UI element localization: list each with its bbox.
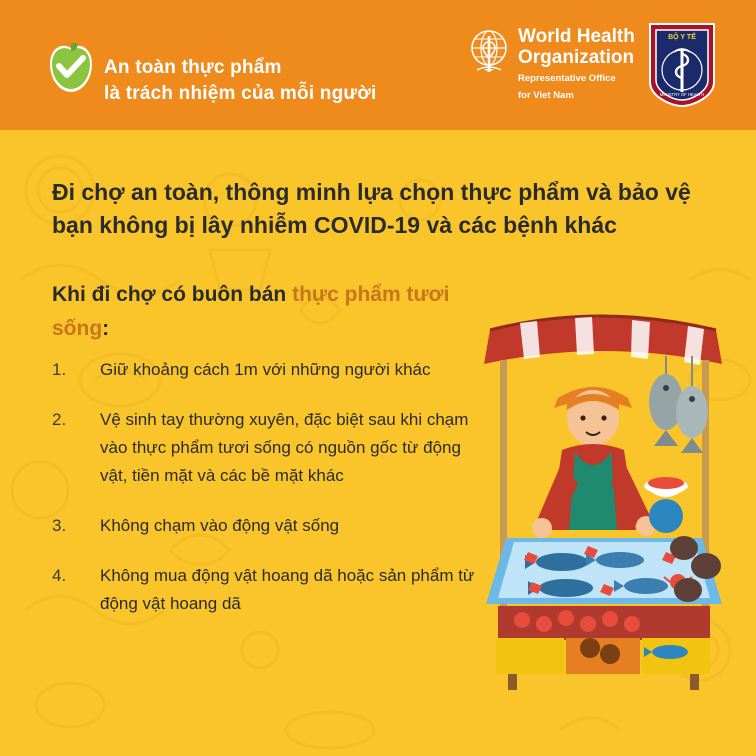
- slogan-line-1: An toàn thực phẩm: [104, 57, 282, 78]
- subtitle-colon: :: [102, 317, 110, 340]
- list-item-text: Không chạm vào động vật sống: [100, 516, 340, 535]
- list-item: [52, 512, 482, 540]
- who-subtitle-line-2: for Viet Nam: [518, 90, 574, 101]
- list-item-text: Không mua động vật hoang dã hoặc sản phẩm từ động vật hoang dã: [100, 566, 475, 613]
- moh-ring-label: MINISTRY OF HEALTH: [659, 92, 705, 97]
- who-title-line-2: Organization: [518, 47, 635, 68]
- list-item-number: 4.: [52, 566, 67, 585]
- advice-list: [52, 356, 482, 640]
- section-subtitle: [52, 278, 482, 346]
- page-title: Đi chợ an toàn, thông minh lựa chọn thực phẩm và bảo vệ bạn không bị lây nhiễm COVID-19 và các bệnh khác: [52, 179, 691, 238]
- header-bar: [0, 0, 756, 130]
- fish-market-vendor-stall-illustration: [470, 290, 736, 690]
- list-item-text: Giữ khoảng cách 1m với những người khác: [100, 360, 431, 379]
- who-subtitle-line-1: Representative Office: [518, 73, 616, 84]
- list-item: [52, 406, 482, 490]
- ministry-of-health-vietnam-emblem: [648, 22, 716, 108]
- who-emblem-icon: [468, 28, 510, 74]
- who-logo: [468, 26, 638, 106]
- list-item-number: 2.: [52, 410, 67, 429]
- list-item: [52, 356, 482, 384]
- apple-check-icon: [46, 42, 96, 94]
- moh-top-label: BỘ Y TẾ: [668, 34, 696, 41]
- market-vendor: [532, 387, 656, 538]
- list-item-number: 1.: [52, 360, 67, 379]
- who-title-line-1: World Health: [518, 26, 635, 47]
- list-item: [52, 562, 482, 618]
- subtitle-plain: Khi đi chợ có buôn bán: [52, 283, 293, 306]
- list-item-number: 3.: [52, 516, 67, 535]
- slogan-line-2: là trách nhiệm của mỗi người: [104, 83, 377, 104]
- slogan: [104, 55, 377, 107]
- subtitle-highlight: thực phẩm tươi sống: [52, 283, 450, 340]
- hanging-fish: [649, 356, 708, 453]
- list-item-text: Vệ sinh tay thường xuyên, đặc biệt sau khi chạm vào thực phẩm tươi sống có nguồn gốc từ động vật, tiền mặt và các bề mặt khác: [100, 410, 469, 485]
